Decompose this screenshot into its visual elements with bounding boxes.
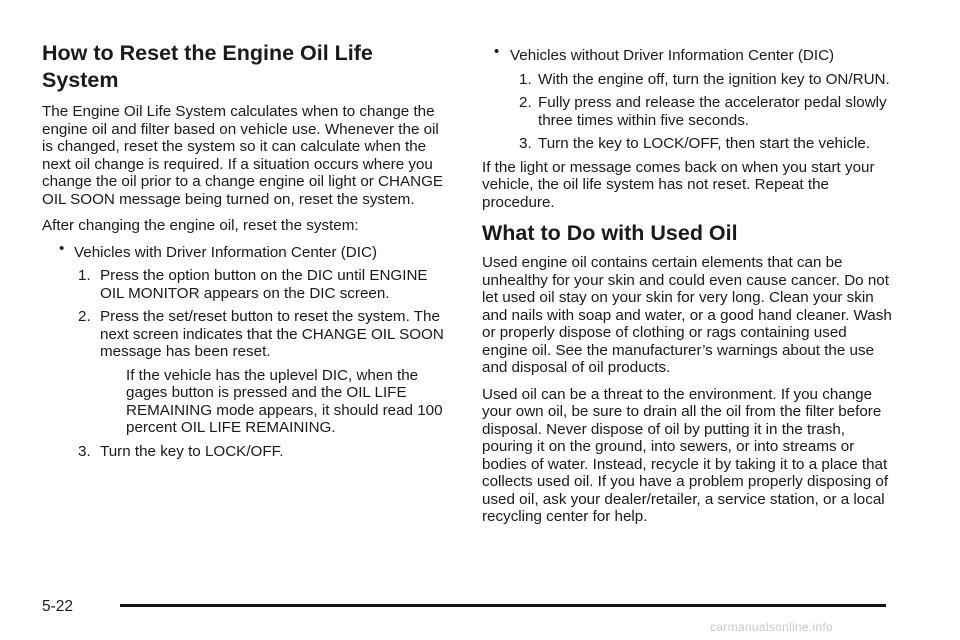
step-text: Turn the key to LOCK/OFF. xyxy=(100,442,284,460)
step-text: Fully press and release the accelerator pedal slowly three times within five seconds. xyxy=(538,94,887,129)
used-oil-heading: What to Do with Used Oil xyxy=(482,221,738,245)
after-change-paragraph: After changing the engine oil, reset the system: xyxy=(42,217,359,234)
page-number: 5-22 xyxy=(42,598,74,615)
bullet-with-dic xyxy=(42,239,452,262)
uplevel-dic-note: If the vehicle has the uplevel DIC, when the gages button is pressed and the OIL LIFE REMAINING mode appears, it should read 100 percent OIL LIFE REMAINING. xyxy=(126,366,443,436)
intro-paragraph: The Engine Oil Life System calculates when to change the engine oil and filter based on vehicle use. Whenever the oil is changed, reset the system so it can calculate when the next oil change is required. If a situation occurs where you change the oil prior to a change engine oil light or CHANGE OIL SOON message being turned on, reset the system. xyxy=(42,103,444,208)
bullet-text: Vehicles with Driver Information Center (DIC) xyxy=(74,243,378,261)
step-text: Press the set/reset button to reset the system. The next screen indicates that the CHANGE OIL SOON message has been reset. xyxy=(100,308,444,360)
used-oil-environment-paragraph: Used oil can be a threat to the environment. If you change your own oil, be sure to drain all the oil from the filter before disposal. Never dispose of oil by putting it in the trash, pouring it on the ground, into sewers, or into streams or bodies of water. Instead, recycle it by taking it to a place that collects used oil. If you have a problem properly disposing of used oil, ask your dealer/retailer, a service station, or a local recycling center for help. xyxy=(482,385,889,525)
step-item xyxy=(482,135,892,153)
step-item xyxy=(482,71,892,89)
repeat-procedure-paragraph: If the light or message comes back on when you start your vehicle, the oil life system has not reset. Repeat the procedure. xyxy=(482,158,875,211)
step-number: 1. xyxy=(78,267,91,284)
step-text: With the engine off, turn the ignition key to ON/RUN. xyxy=(538,70,890,88)
bullet-dot-icon: • xyxy=(59,239,65,257)
watermark-text: carmanualsonline.info xyxy=(710,620,834,634)
step-item xyxy=(482,94,892,129)
bullet-text: Vehicles without Driver Information Center (DIC) xyxy=(510,47,835,64)
step-number: 2. xyxy=(519,94,532,111)
footer-rule xyxy=(120,604,886,607)
step-item xyxy=(42,443,452,461)
step-number: 3. xyxy=(519,135,532,152)
step-number: 1. xyxy=(519,70,532,88)
bullet-without-dic xyxy=(482,43,892,65)
right-column xyxy=(482,43,892,535)
step-number: 2. xyxy=(78,308,91,325)
left-column xyxy=(42,40,452,466)
step-item xyxy=(42,267,452,302)
step-number: 3. xyxy=(78,442,91,460)
step-text: Press the option button on the DIC until ENGINE OIL MONITOR appears on the DIC screen. xyxy=(100,267,428,302)
step-item xyxy=(42,308,452,361)
step-text: Turn the key to LOCK/OFF, then start the vehicle. xyxy=(538,135,871,152)
bullet-dot-icon: • xyxy=(494,43,500,60)
used-oil-health-paragraph: Used engine oil contains certain elements that can be unhealthy for your skin and could even cause cancer. Do not let used oil stay on your skin for very long. Clean your skin and nails with soap and water, or a good hand cleaner. Wash or properly dispose of clothing or rags containing used engine oil. See the manufacturer’s warnings about the use and disposal of oil products. xyxy=(482,254,892,376)
reset-heading: How to Reset the Engine Oil Life System xyxy=(42,41,373,92)
